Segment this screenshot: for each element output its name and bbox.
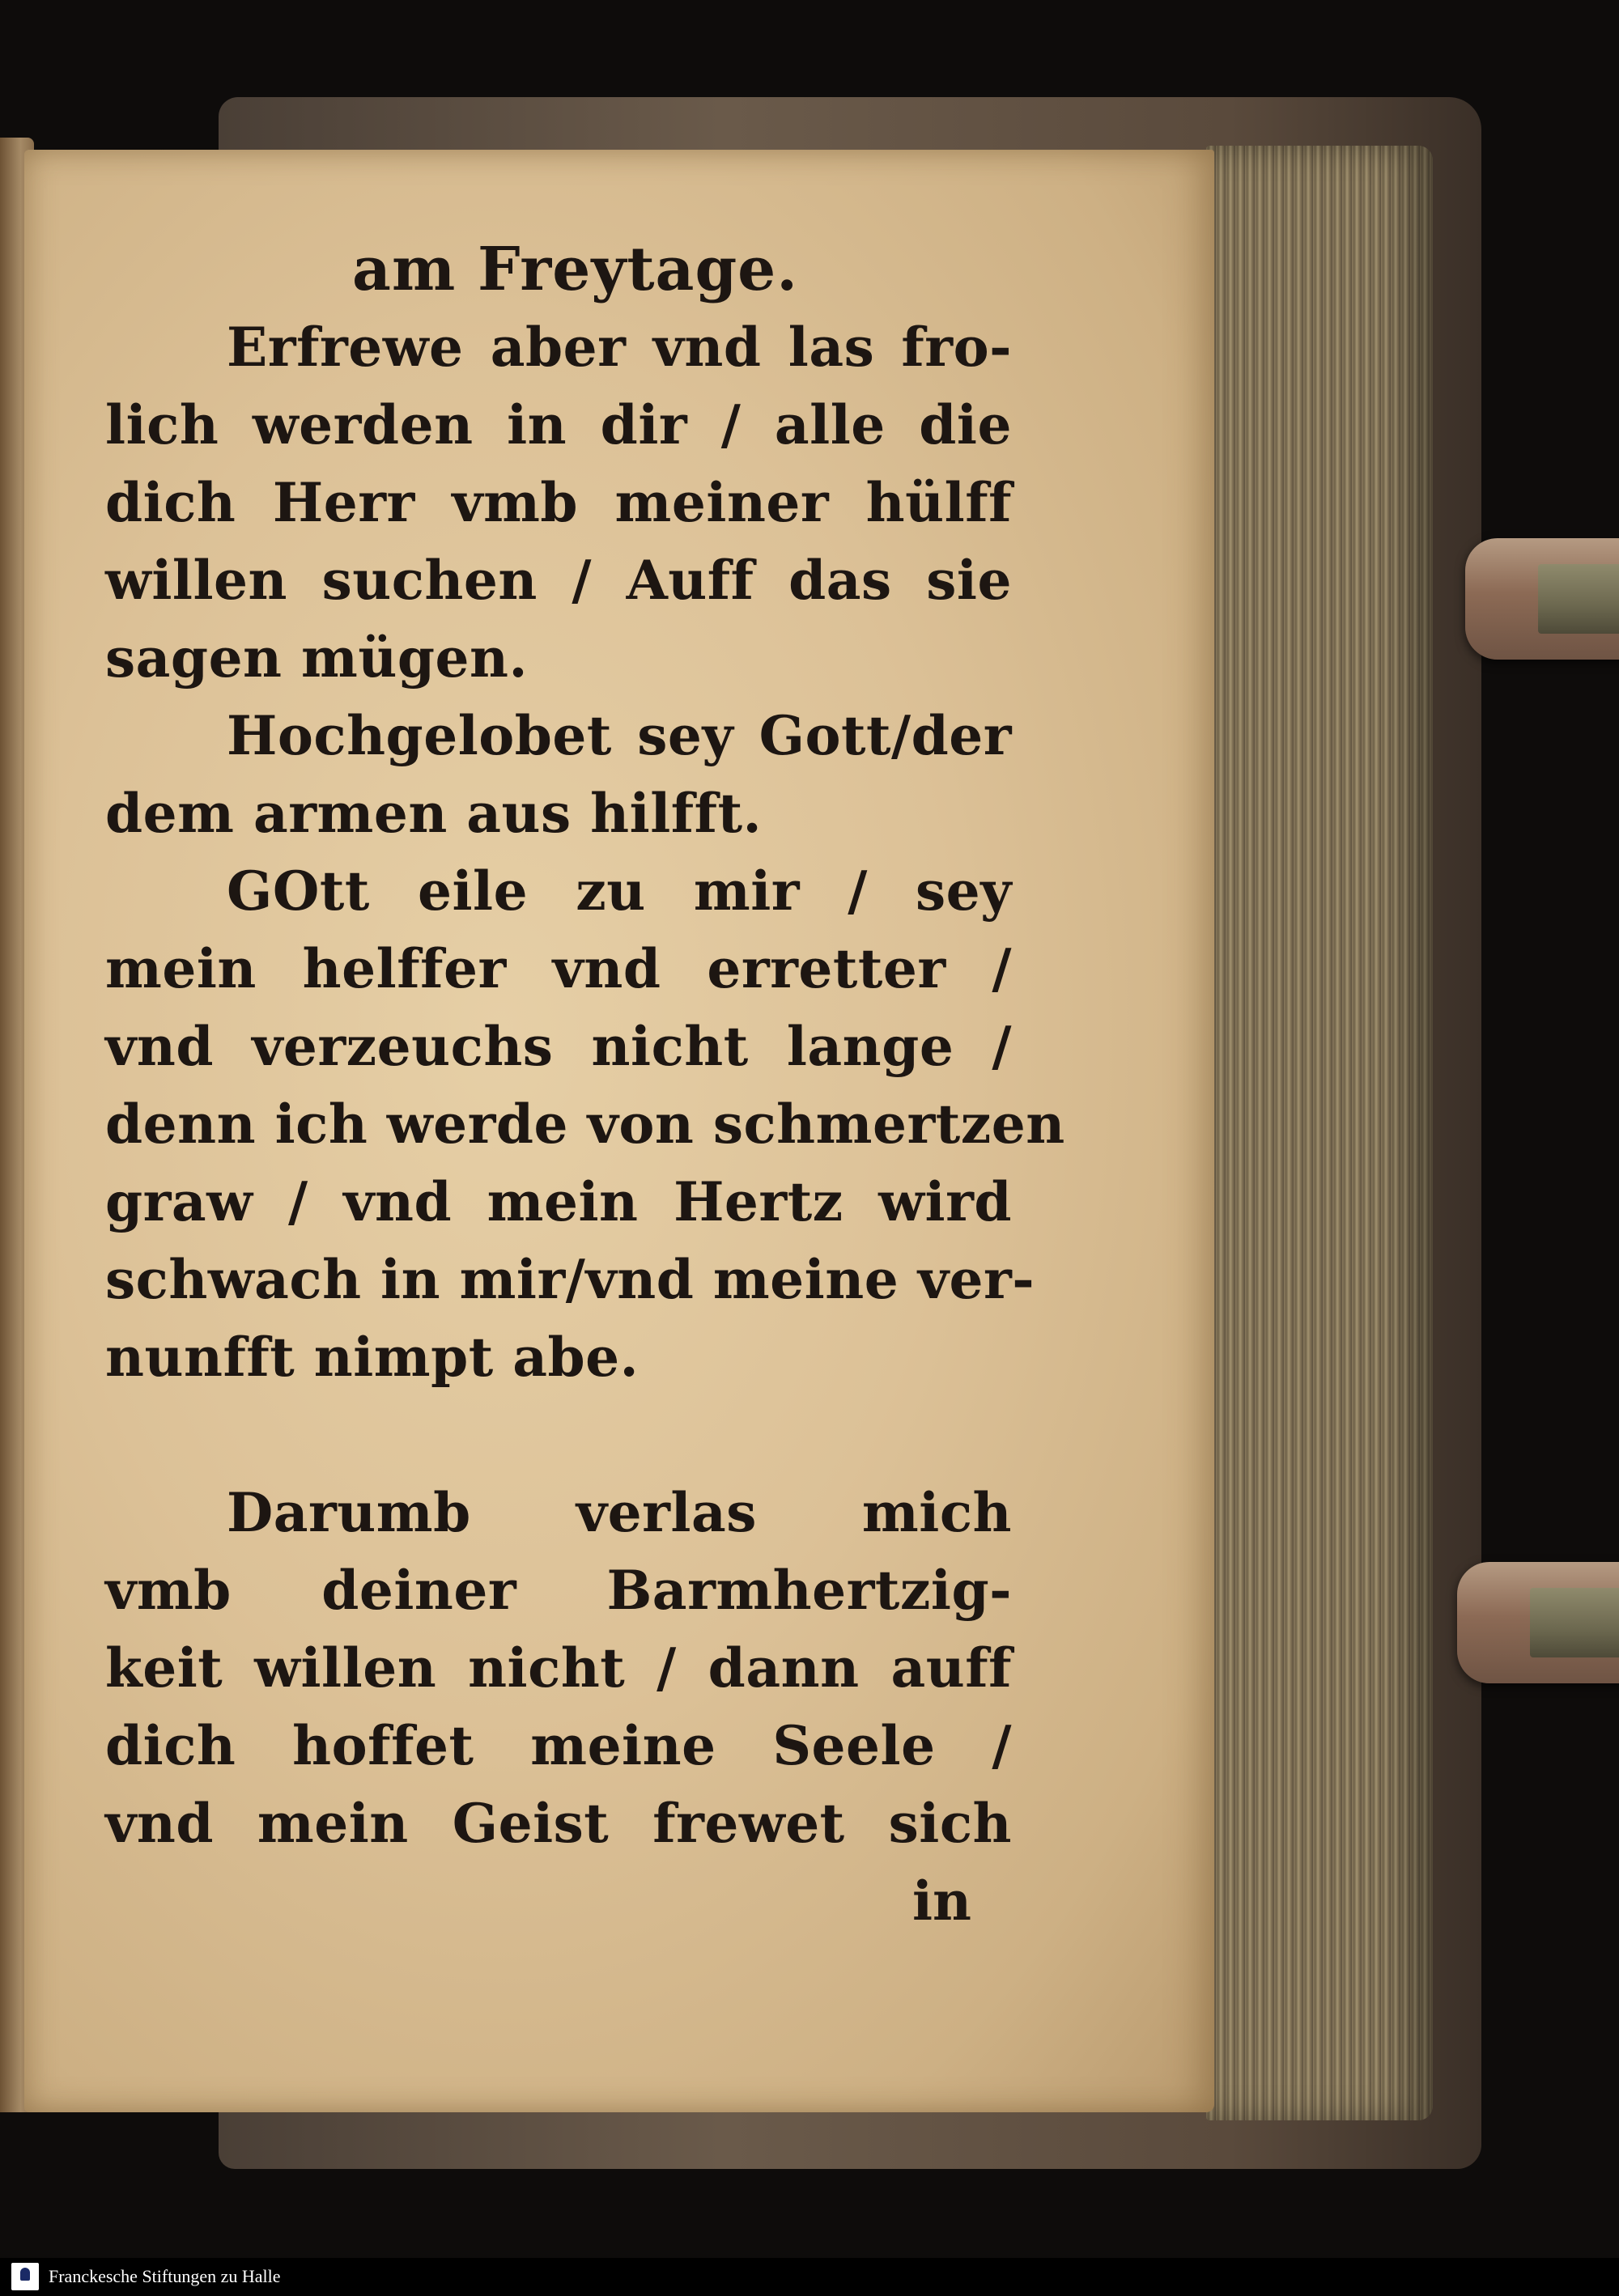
text-line: mein helffer vnd erretter /: [105, 937, 1012, 1000]
text-line: nunfft nimpt abe.: [105, 1326, 640, 1389]
text-line: keit willen nicht / dann auff: [105, 1636, 1012, 1700]
text-line: Erfrewe aber vnd las fro-: [227, 316, 1012, 379]
text-line: lich werden in dir / alle die: [105, 393, 1012, 456]
paragraph-4: [105, 1474, 1012, 1862]
running-head: am Freytage.: [352, 235, 799, 304]
paragraph-gap: [105, 1396, 1012, 1474]
paragraph-3: [105, 852, 1065, 1396]
text-line: vnd mein Geist frewet sich: [105, 1792, 1012, 1855]
text-line: Hochgelobet sey Gott/der: [227, 704, 1012, 767]
upper-clasp: [1465, 538, 1619, 660]
text-line: dich hoffet meine Seele /: [105, 1714, 1012, 1777]
text-line: sagen mügen.: [105, 626, 528, 690]
paragraph-2: [105, 697, 1012, 852]
paragraph-1: [105, 308, 1012, 697]
text-line: vmb deiner Barmhertzig-: [105, 1559, 1012, 1622]
text-line: dich Herr vmb meiner hülff: [105, 471, 1012, 534]
text-line: graw / vnd mein Hertz wird: [105, 1170, 1012, 1233]
book-page: [24, 150, 1214, 2112]
text-line: schwach in mir/vnd meine ver-: [105, 1248, 1035, 1311]
text-line: vnd verzeuchs nicht lange /: [105, 1015, 1012, 1078]
francke-foundations-logo-icon: [11, 2263, 39, 2290]
text-line: denn ich werde von schmertzen: [105, 1093, 1065, 1156]
fore-edge-pages: [1206, 146, 1433, 2120]
text-line: GOtt eile zu mir / sey: [227, 859, 1012, 923]
lower-clasp: [1457, 1562, 1619, 1683]
text-line: dem armen aus hilfft.: [105, 782, 763, 845]
footer-bar: [0, 2258, 1619, 2296]
text-line: Darumb verlas mich: [227, 1481, 1012, 1544]
page-text-block: [105, 231, 1065, 1940]
footer-credit: Franckesche Stiftungen zu Halle: [49, 2266, 281, 2286]
catchword: in: [911, 1869, 971, 1933]
text-line: willen suchen / Auff das sie: [105, 549, 1012, 612]
